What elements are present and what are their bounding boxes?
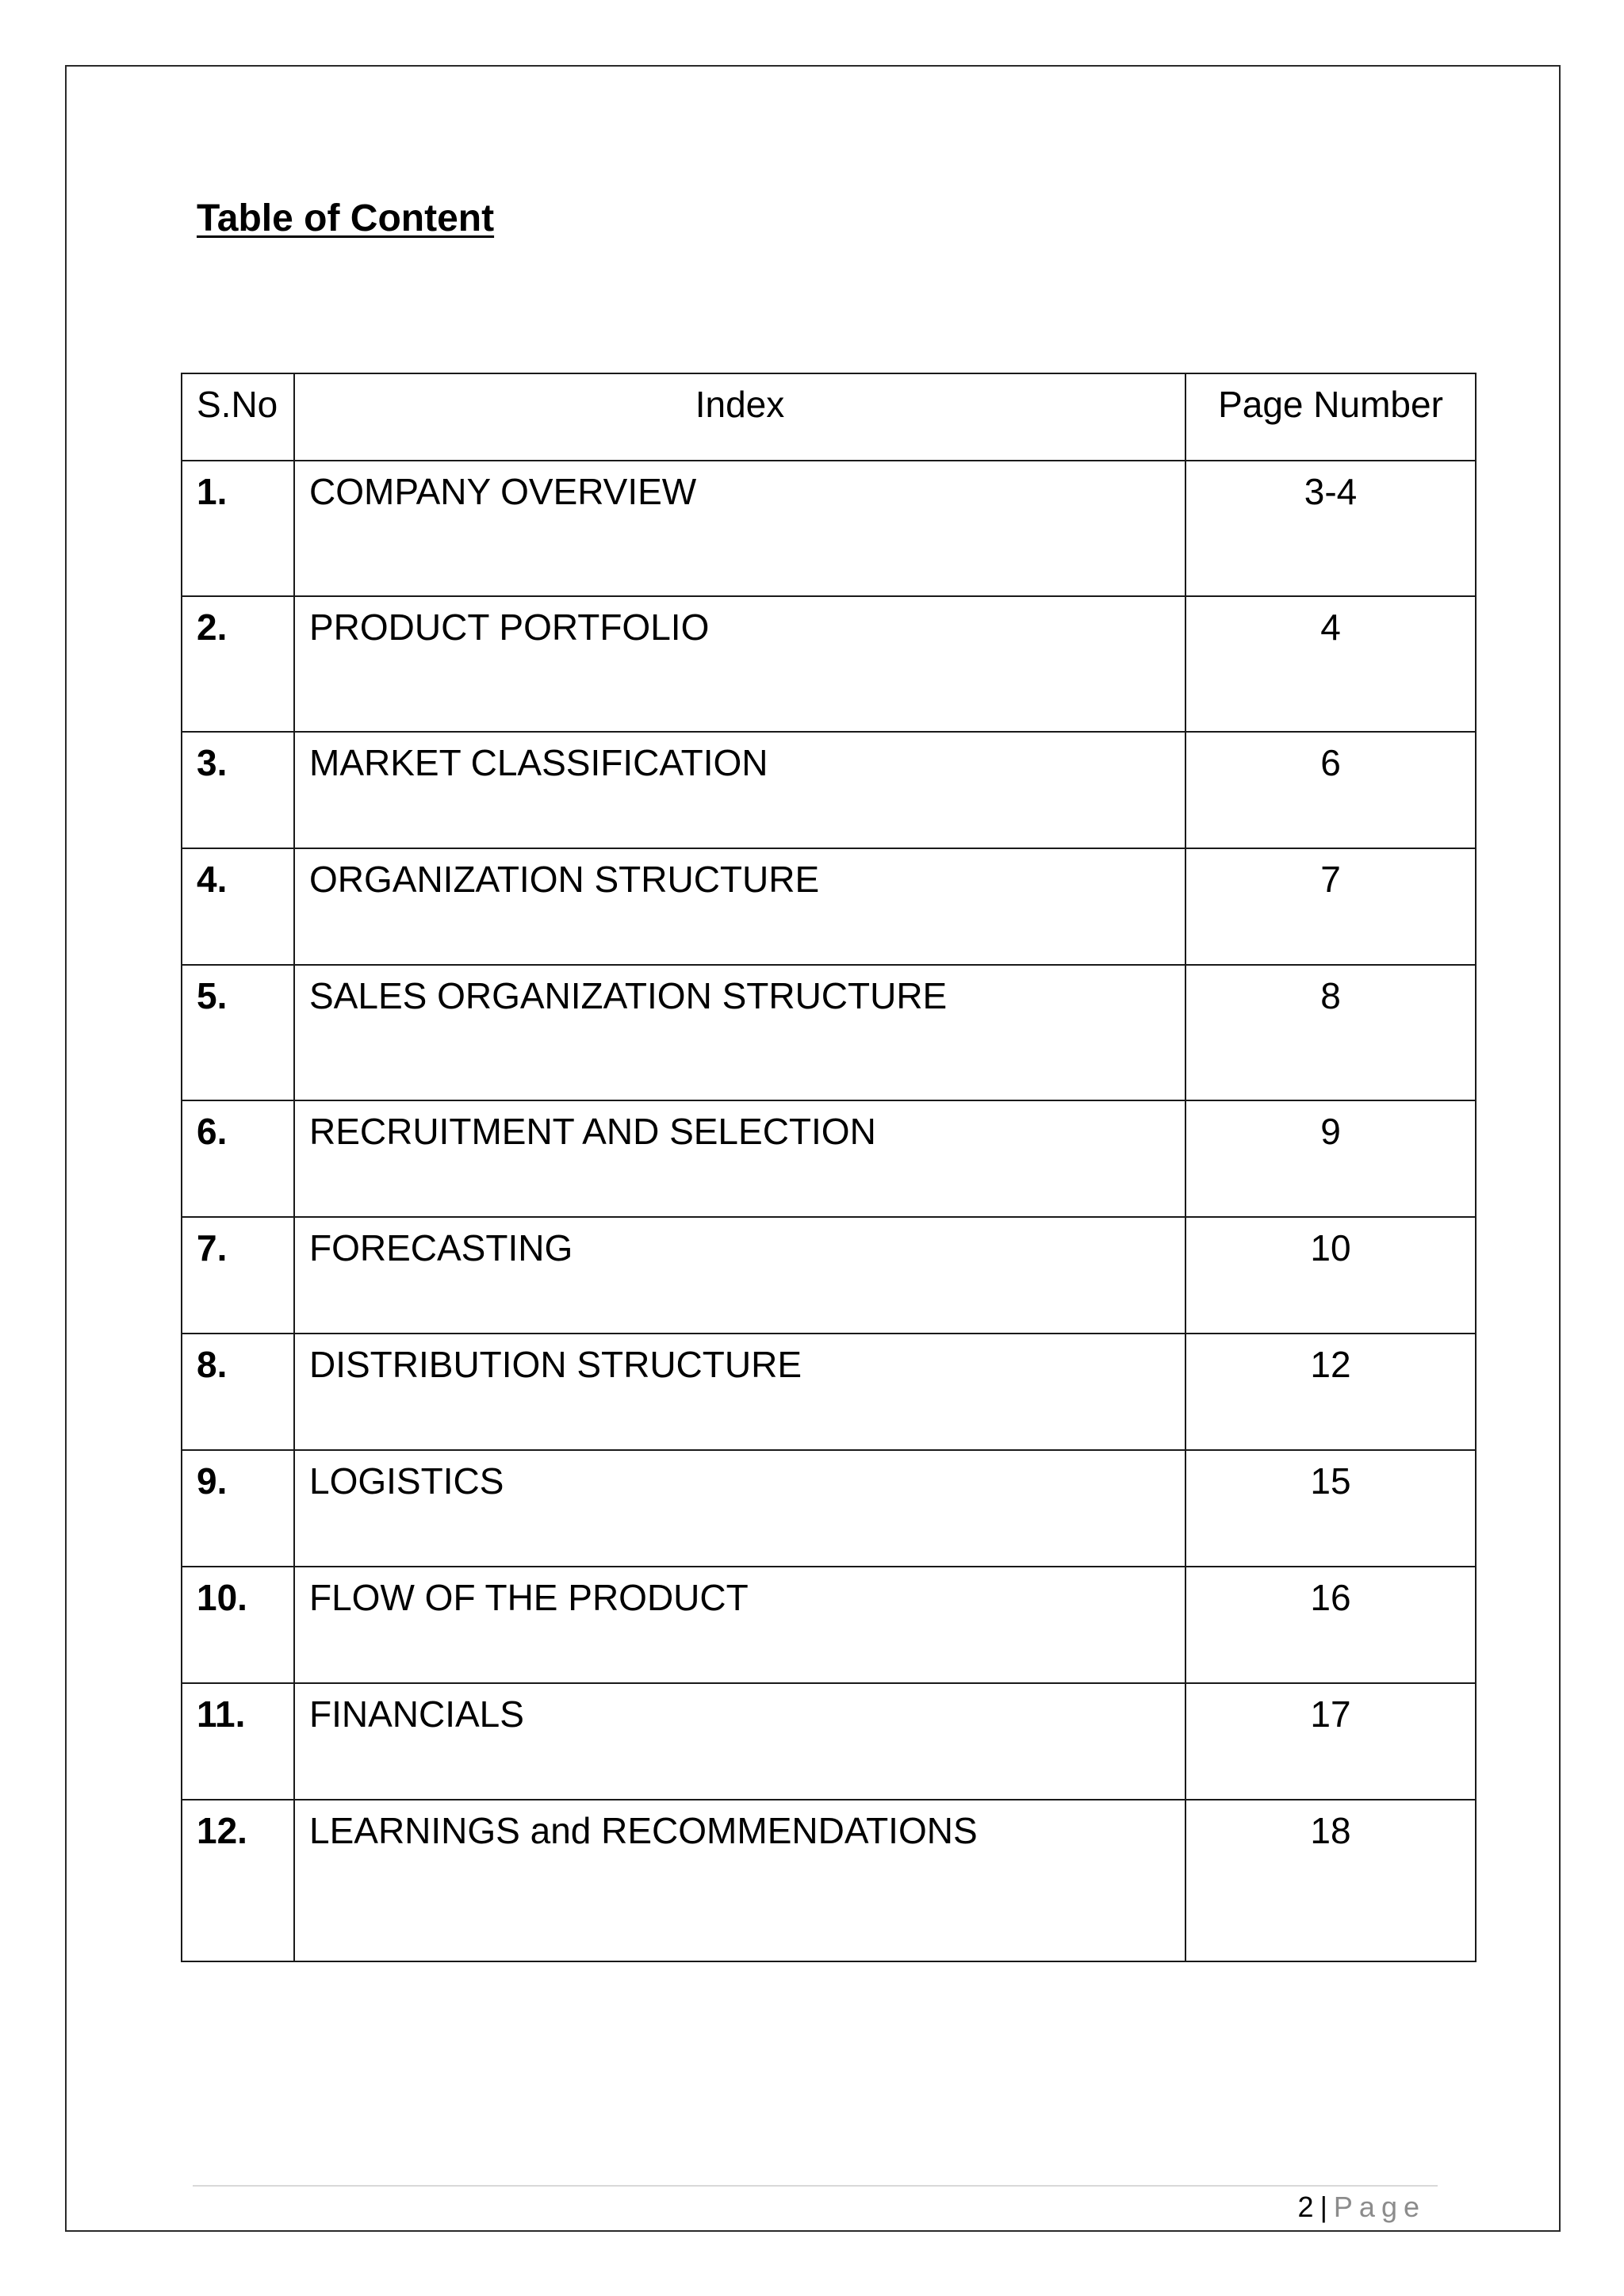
row-page-number: 7 bbox=[1185, 848, 1476, 965]
page-footer bbox=[1298, 2190, 1426, 2224]
row-index: SALES ORGANIZATION STRUCTURE bbox=[294, 965, 1185, 1100]
table-row bbox=[182, 1800, 1476, 1961]
row-sno: 1. bbox=[182, 461, 294, 596]
row-page-number: 18 bbox=[1185, 1800, 1476, 1961]
table-row bbox=[182, 848, 1476, 965]
footer-page-label: Page bbox=[1333, 2191, 1426, 2223]
footer-separator: | bbox=[1320, 2191, 1327, 2223]
table-row bbox=[182, 1217, 1476, 1334]
footer-divider bbox=[193, 2185, 1438, 2187]
row-sno: 9. bbox=[182, 1450, 294, 1567]
row-index: ORGANIZATION STRUCTURE bbox=[294, 848, 1185, 965]
row-sno: 4. bbox=[182, 848, 294, 965]
row-index: PRODUCT PORTFOLIO bbox=[294, 596, 1185, 732]
table-row bbox=[182, 1683, 1476, 1800]
column-header-sno: S.No bbox=[182, 373, 294, 461]
row-sno: 6. bbox=[182, 1100, 294, 1217]
table-row bbox=[182, 596, 1476, 732]
table-of-contents bbox=[181, 373, 1477, 1962]
table-row bbox=[182, 461, 1476, 596]
row-index: FORECASTING bbox=[294, 1217, 1185, 1334]
row-page-number: 15 bbox=[1185, 1450, 1476, 1567]
row-index: LOGISTICS bbox=[294, 1450, 1185, 1567]
row-sno: 2. bbox=[182, 596, 294, 732]
row-index: FINANCIALS bbox=[294, 1683, 1185, 1800]
table-row bbox=[182, 1567, 1476, 1683]
page-title: Table of Content bbox=[197, 197, 495, 239]
row-page-number: 16 bbox=[1185, 1567, 1476, 1683]
footer-page-number: 2 bbox=[1297, 2191, 1314, 2223]
row-page-number: 17 bbox=[1185, 1683, 1476, 1800]
table-row bbox=[182, 1450, 1476, 1567]
row-index: LEARNINGS and RECOMMENDATIONS bbox=[294, 1800, 1185, 1961]
row-sno: 8. bbox=[182, 1334, 294, 1450]
table-row bbox=[182, 965, 1476, 1100]
column-header-index: Index bbox=[294, 373, 1185, 461]
table-row bbox=[182, 732, 1476, 848]
row-index: COMPANY OVERVIEW bbox=[294, 461, 1185, 596]
row-sno: 3. bbox=[182, 732, 294, 848]
table-row bbox=[182, 1334, 1476, 1450]
row-page-number: 4 bbox=[1185, 596, 1476, 732]
table-row bbox=[182, 1100, 1476, 1217]
column-header-page-number: Page Number bbox=[1185, 373, 1476, 461]
row-sno: 7. bbox=[182, 1217, 294, 1334]
row-sno: 11. bbox=[182, 1683, 294, 1800]
table-header-row bbox=[182, 373, 1476, 461]
row-sno: 12. bbox=[182, 1800, 294, 1961]
row-index: DISTRIBUTION STRUCTURE bbox=[294, 1334, 1185, 1450]
row-sno: 5. bbox=[182, 965, 294, 1100]
row-page-number: 12 bbox=[1185, 1334, 1476, 1450]
row-page-number: 3-4 bbox=[1185, 461, 1476, 596]
row-page-number: 9 bbox=[1185, 1100, 1476, 1217]
row-page-number: 10 bbox=[1185, 1217, 1476, 1334]
row-index: MARKET CLASSIFICATION bbox=[294, 732, 1185, 848]
row-sno: 10. bbox=[182, 1567, 294, 1683]
row-index: RECRUITMENT AND SELECTION bbox=[294, 1100, 1185, 1217]
row-index: FLOW OF THE PRODUCT bbox=[294, 1567, 1185, 1683]
row-page-number: 8 bbox=[1185, 965, 1476, 1100]
row-page-number: 6 bbox=[1185, 732, 1476, 848]
